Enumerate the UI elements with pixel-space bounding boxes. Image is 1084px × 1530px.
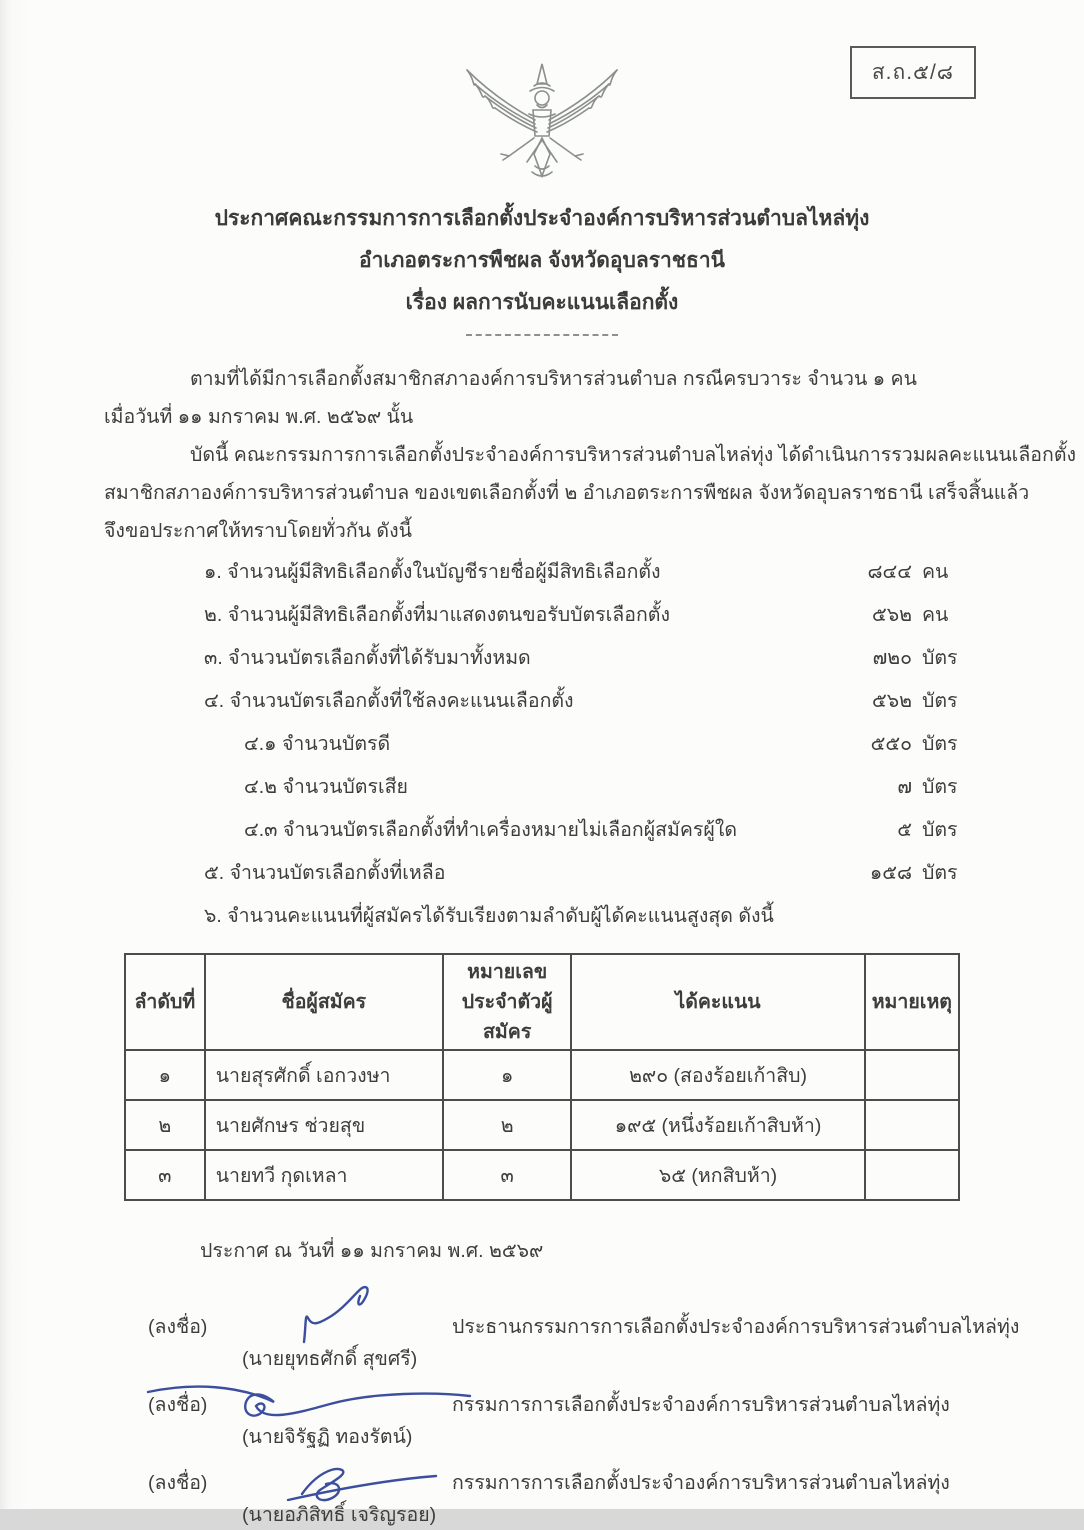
- summary-unit: บัตร: [922, 690, 958, 712]
- summary-label: ๔.๓ จำนวนบัตรเลือกตั้งที่ทำเครื่องหมายไม่เลือกผู้สมัครผู้ใด: [244, 819, 738, 841]
- header-candidate-number-line1: หมายเลข: [467, 961, 548, 983]
- header-score: ได้คะแนน: [571, 954, 864, 1050]
- summary-item: [104, 642, 980, 685]
- summary-item: [104, 556, 980, 599]
- summary-label: ๖. จำนวนคะแนนที่ผู้สมัครได้รับเรียงตามลำดับผู้ได้คะแนนสูงสุด ดังนี้: [204, 905, 774, 927]
- page-title: ประกาศคณะกรรมการการเลือกตั้งประจำองค์การบริหารส่วนตำบลไหล่ทุ่ง: [214, 207, 870, 230]
- summary-value: ๘๔๔: [867, 561, 912, 583]
- cell-candidate-number: ๑: [443, 1050, 571, 1100]
- summary-item: [104, 771, 980, 814]
- summary-value: ๕: [897, 819, 912, 841]
- signature-name: (นายจิรัฐฏิ ทองรัตน์): [242, 1426, 413, 1448]
- summary-value: ๕๕๐: [870, 733, 912, 755]
- summary-unit: บัตร: [922, 862, 958, 884]
- signature-prefix: (ลงชื่อ): [148, 1316, 208, 1338]
- paragraph-line: เมื่อวันที่ ๑๑ มกราคม พ.ศ. ๒๕๖๙ นั้น: [104, 406, 414, 428]
- summary-item: [104, 685, 980, 728]
- title-subject: เรื่อง ผลการนับคะแนนเลือกตั้ง: [405, 291, 679, 314]
- signature-position: ประธานกรรมการการเลือกตั้งประจำองค์การบริหารส่วนตำบลไหล่ทุ่ง: [452, 1316, 1020, 1338]
- signature-position: กรรมการการเลือกตั้งประจำองค์การบริหารส่วนตำบลไหล่ทุ่ง: [452, 1472, 950, 1494]
- summary-unit: บัตร: [922, 819, 958, 841]
- form-code: ส.ถ.๕/๘: [871, 61, 954, 84]
- summary-label: ๒. จำนวนผู้มีสิทธิเลือกตั้งที่มาแสดงตนขอรับบัตรเลือกตั้ง: [204, 604, 670, 626]
- cell-candidate-name: นายศักษร ช่วยสุข: [205, 1100, 443, 1150]
- summary-item: [104, 599, 980, 642]
- cell-candidate-name: นายทวี กุดเหลา: [205, 1150, 443, 1200]
- summary-label: ๔.๒ จำนวนบัตรเสีย: [244, 776, 408, 798]
- paragraph-line: สมาชิกสภาองค์การบริหารส่วนตำบล ของเขตเลือกตั้งที่ ๒ อำเภอตระการพืชผล จังหวัดอุบลราชธานี เสร็จสิ้นแล้ว: [104, 482, 1030, 504]
- signature-prefix: (ลงชื่อ): [148, 1394, 208, 1416]
- body-paragraphs: [104, 360, 1077, 550]
- header-candidate-number-line2: ประจำตัวผู้สมัคร: [461, 991, 553, 1043]
- announcement-date: ประกาศ ณ วันที่ ๑๑ มกราคม พ.ศ. ๒๕๖๙: [200, 1240, 544, 1262]
- table-row: [125, 1150, 959, 1200]
- summary-value: ๗: [897, 776, 912, 798]
- header-rank: ลำดับที่: [125, 954, 205, 1050]
- garuda-emblem-icon: [437, 58, 647, 186]
- signature-position: กรรมการการเลือกตั้งประจำองค์การบริหารส่วนตำบลไหล่ทุ่ง: [452, 1394, 950, 1416]
- title-district-province: อำเภอตระการพืชผล จังหวัดอุบลราชธานี: [358, 249, 726, 272]
- signature-block-chairman: [104, 1272, 1020, 1372]
- paragraph-line: จึงขอประกาศให้ทราบโดยทั่วกัน ดังนี้: [104, 520, 412, 542]
- cell-score: ๖๕ (หกสิบห้า): [571, 1150, 864, 1200]
- summary-unit: คน: [922, 561, 949, 583]
- summary-unit: บัตร: [922, 647, 958, 669]
- dashed-divider: [466, 334, 618, 336]
- cell-rank: ๑: [125, 1050, 205, 1100]
- cell-rank: ๒: [125, 1100, 205, 1150]
- header-note: หมายเหตุ: [865, 954, 959, 1050]
- summary-unit: บัตร: [922, 776, 958, 798]
- cell-score: ๒๙๐ (สองร้อยเก้าสิบ): [571, 1050, 864, 1100]
- summary-label: ๕. จำนวนบัตรเลือกตั้งที่เหลือ: [204, 862, 446, 884]
- summary-list: [104, 556, 980, 943]
- cell-candidate-number: ๓: [443, 1150, 571, 1200]
- summary-item: [104, 857, 980, 900]
- form-code-box: [850, 46, 976, 99]
- header-candidate-name: ชื่อผู้สมัคร: [205, 954, 443, 1050]
- summary-item: [104, 728, 980, 771]
- cell-candidate-number: ๒: [443, 1100, 571, 1150]
- summary-label: ๑. จำนวนผู้มีสิทธิเลือกตั้งในบัญชีรายชื่อผู้มีสิทธิเลือกตั้ง: [204, 561, 661, 583]
- summary-unit: บัตร: [922, 733, 958, 755]
- summary-item: [104, 814, 980, 857]
- summary-unit: คน: [922, 604, 949, 626]
- signature-area: [104, 1272, 1020, 1528]
- signature-name: (นายยุทธศักดิ์ สุขศรี): [242, 1348, 418, 1370]
- summary-value: ๕๖๒: [872, 604, 912, 626]
- summary-label: ๔.๑ จำนวนบัตรดี: [244, 733, 391, 755]
- header-candidate-number: [443, 954, 571, 1050]
- cell-candidate-name: นายสุรศักดิ์ เอกวงษา: [205, 1050, 443, 1100]
- summary-value: ๗๒๐: [872, 647, 912, 669]
- summary-item: [104, 900, 980, 943]
- signature-block-commissioner-1: [104, 1372, 980, 1450]
- summary-value: ๑๕๘: [869, 862, 912, 884]
- cell-note: [865, 1050, 959, 1100]
- results-table: [124, 953, 960, 1201]
- table-header-row: [125, 954, 959, 1050]
- cell-rank: ๓: [125, 1150, 205, 1200]
- signature-block-commissioner-2: [104, 1450, 980, 1528]
- signature-name: (นายอภิสิทธิ์ เจริญรอย): [242, 1504, 437, 1526]
- summary-value: ๕๖๒: [872, 690, 912, 712]
- table-row: [125, 1100, 959, 1150]
- paragraph-line: บัดนี้ คณะกรรมการการเลือกตั้งประจำองค์การบริหารส่วนตำบลไหล่ทุ่ง ได้ดำเนินการรวมผลคะแนนเลือกตั้ง: [190, 444, 1077, 466]
- cell-note: [865, 1150, 959, 1200]
- paragraph-line: ตามที่ได้มีการเลือกตั้งสมาชิกสภาองค์การบริหารส่วนตำบล กรณีครบวาระ จำนวน ๑ คน: [190, 368, 917, 390]
- title-block: [104, 198, 980, 336]
- summary-label: ๔. จำนวนบัตรเลือกตั้งที่ใช้ลงคะแนนเลือกตั้ง: [204, 690, 574, 712]
- signature-stroke-icon: [294, 1282, 424, 1346]
- table-row: [125, 1050, 959, 1100]
- signature-prefix: (ลงชื่อ): [148, 1472, 208, 1494]
- cell-score: ๑๙๕ (หนึ่งร้อยเก้าสิบห้า): [571, 1100, 864, 1150]
- cell-note: [865, 1100, 959, 1150]
- summary-label: ๓. จำนวนบัตรเลือกตั้งที่ได้รับมาทั้งหมด: [204, 647, 531, 669]
